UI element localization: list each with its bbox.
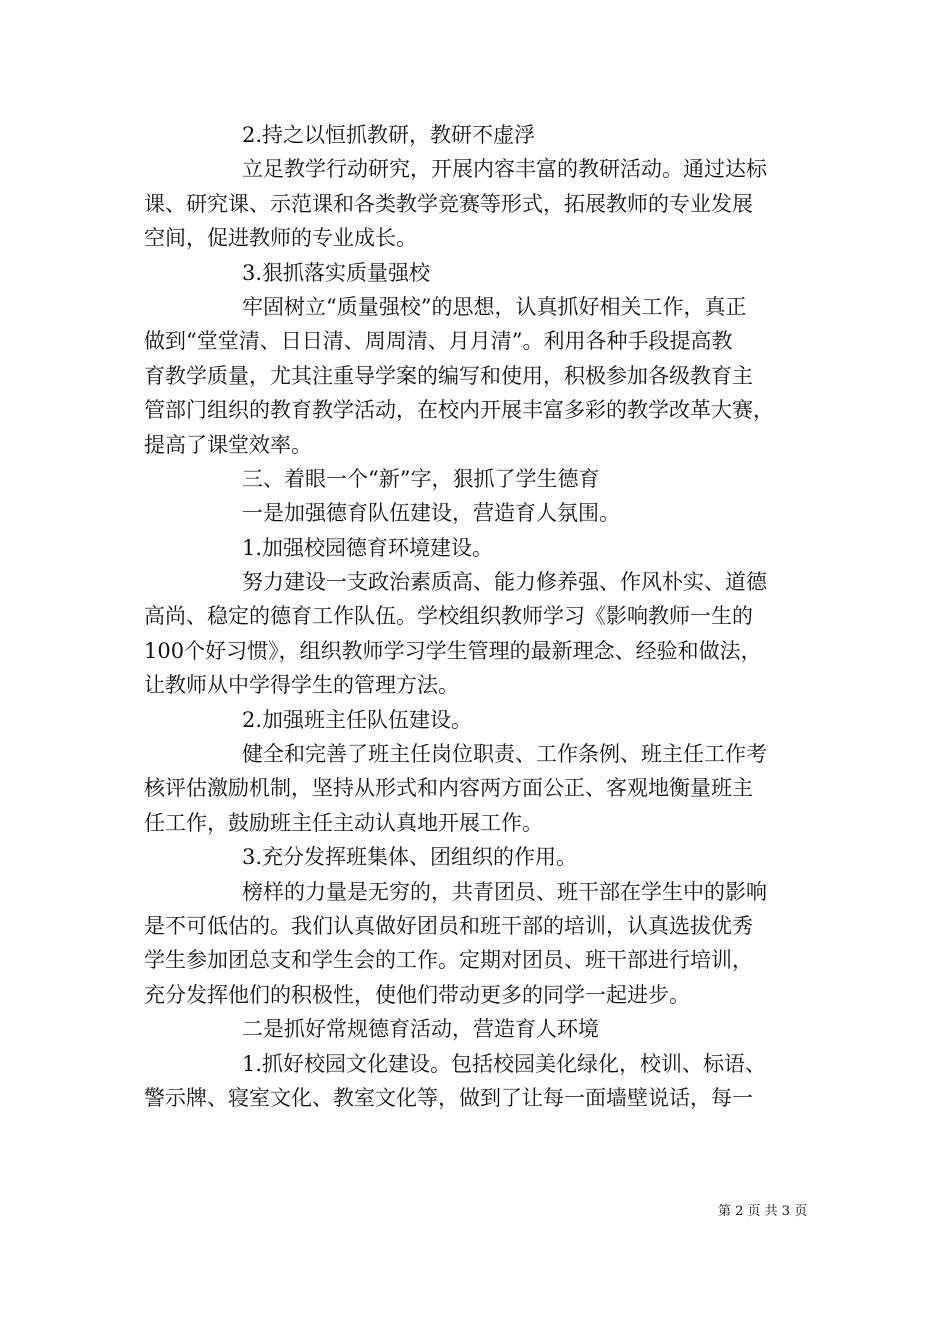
paragraph-line: 努力建设一支政治素质高、能力修养强、作风朴实、道德 (242, 570, 767, 595)
item-heading: 2.加强班主任队伍建设。 (242, 707, 473, 732)
heading-teaching-research: 2.持之以恒抓教研，教研不虚浮 (242, 123, 536, 147)
subheading-team-building: 一是加强德育队伍建设，营造育人氛围。 (242, 501, 620, 526)
paragraph-line: 做到“堂堂清、日日清、周周清、月月清”。利用各种手段提高教 (144, 329, 733, 354)
paragraph-line: 管部门组织的教育教学活动，在校内开展丰富多彩的教学改革大赛， (144, 398, 774, 423)
paragraph-line: 育教学质量，尤其注重导学案的编写和使用，积极参加各级教育主 (144, 363, 753, 388)
paragraph-line: 是不可低估的。我们认真做好团员和班干部的培训，认真选拔优秀 (144, 913, 753, 938)
item-heading: 3.充分发挥班集体、团组织的作用。 (242, 845, 578, 870)
paragraph-line: 核评估激励机制，坚持从形式和内容两方面公正、客观地衡量班主 (144, 776, 753, 801)
paragraph-line: 牢固树立“质量强校”的思想，认真抓好相关工作，真正 (242, 294, 747, 319)
paragraph-line: 提高了课堂效率。 (144, 432, 312, 457)
paragraph-line: 学生参加团总支和学生会的工作。定期对团员、班干部进行培训， (144, 948, 753, 973)
item-heading: 1.加强校园德育环境建设。 (242, 535, 494, 560)
paragraph-line: 健全和完善了班主任岗位职责、工作条例、班主任工作考 (242, 742, 767, 767)
document-body (144, 118, 824, 1115)
paragraph-line: 充分发挥他们的积极性，使他们带动更多的同学一起进步。 (144, 982, 690, 1007)
paragraph-line: 1.抓好校园文化建设。包括校园美化绿化，校训、标语、 (242, 1051, 767, 1076)
paragraph-line: 空间，促进教师的专业成长。 (144, 226, 417, 251)
paragraph-line: 100个好习惯》，组织教师学习学生管理的最新理念、经验和做法， (144, 638, 762, 663)
paragraph-line: 课、研究课、示范课和各类教学竞赛等形式，拓展教师的专业发展 (144, 191, 753, 216)
page-number: 第 2 页 共 3 页 (718, 1204, 808, 1219)
section-heading-moral-education: 三、着眼一个“新”字，狠抓了学生德育 (242, 466, 600, 491)
paragraph-line: 任工作，鼓励班主任主动认真地开展工作。 (144, 810, 543, 835)
paragraph-line: 警示牌、寝室文化、教室文化等，做到了让每一面墙壁说话，每一 (144, 1085, 753, 1110)
subheading-routine-activities: 二是抓好常规德育活动，营造育人环境 (242, 1017, 599, 1042)
heading-quality: 3.狠抓落实质量强校 (242, 260, 431, 285)
paragraph-line: 让教师从中学得学生的管理方法。 (144, 673, 459, 698)
paragraph-line: 榜样的力量是无穷的，共青团员、班干部在学生中的影响 (242, 879, 767, 904)
paragraph-line: 高尚、稳定的德育工作队伍。学校组织教师学习《影响教师一生的 (144, 604, 753, 629)
paragraph-line: 立足教学行动研究，开展内容丰富的教研活动。通过达标 (242, 157, 767, 182)
